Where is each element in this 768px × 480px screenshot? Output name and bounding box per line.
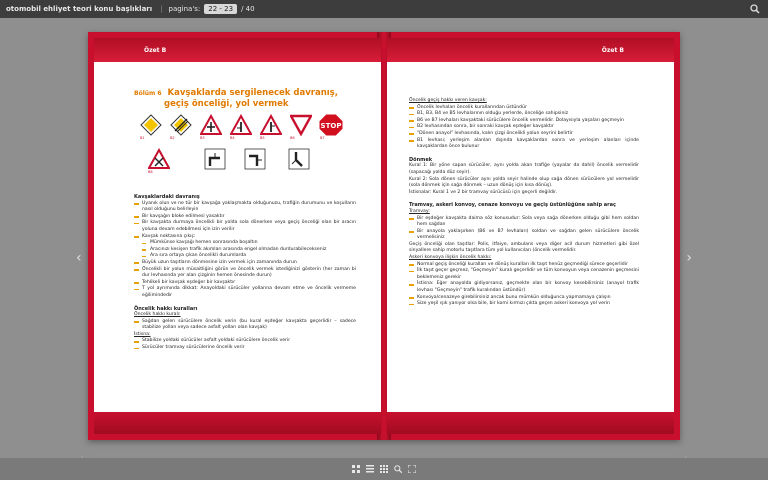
main-road-turn-sign-icon xyxy=(204,148,226,170)
give-way-sign-icon xyxy=(290,114,312,136)
main-road-turn-left-sign-icon xyxy=(244,148,266,170)
page-header xyxy=(94,38,381,62)
end-priority-road-sign-icon xyxy=(170,114,192,136)
list-item: Mümkünse kavşağı hemen sonrasında boşaltın xyxy=(134,240,356,247)
list-item: Bir eşdeğer kavşakta daima söz konusudur: Sola veya sağa dönerken olduğu gibi hem soldan hem sağdan xyxy=(409,216,639,229)
section-title: Kavşaklardaki davranış xyxy=(134,194,200,200)
right-page xyxy=(387,38,674,434)
list-item: Sürücüler tramvay sürücülerine öncelik verir xyxy=(134,345,356,352)
list-item: Bir kavşakta durmaya öncelikli bir yolda sola dönerken veya geçiş önceliği olan bir aracın yoluna devam edebilmesi için izin verilir xyxy=(134,220,356,233)
section-title: Dönmek xyxy=(409,156,433,163)
sign-label-b4: B4 xyxy=(230,136,235,140)
subsection-title: İstisna: xyxy=(134,331,151,337)
crossroad-priority-sign-icon xyxy=(200,114,222,136)
sign-label-b3: B3 xyxy=(200,136,205,140)
side-road-priority-sign-icon xyxy=(230,114,252,136)
chapter-number: Bölüm 6 xyxy=(134,90,162,97)
list-item: Normal geçiş önceliği kuralları ve dönüş kuralları ilk taşıt henüz geçmediği sürece geçerlidir xyxy=(409,262,639,269)
section-title: Tramvay, askeri konvoy, cenaze konvoyu ve geçiş üstünlüğüne sahip araç xyxy=(409,202,616,209)
section-title: Öncelik hakkı kuralları xyxy=(134,305,198,312)
right-text-column xyxy=(409,98,639,308)
stop-sign-icon xyxy=(318,113,344,137)
list-item: Size yeşil ışık yanıyor olsa bile, bir komi kırmızı çıkta geçen askeri konvoya yol verin xyxy=(409,301,639,308)
sign-label-b2: B2 xyxy=(170,136,175,140)
list-item: Büyük uzun taşıtların dönmesine izin vermek için zamanında durun xyxy=(134,260,356,267)
subsection-title: Askeri konvoya ilişkin öncelik hakkı: xyxy=(409,255,492,261)
page-label: pagina's: xyxy=(168,5,201,13)
sign-label-b8: B8 xyxy=(148,170,153,174)
list-item: Uyanık olun ve ne tür bir kavşağa yaklaşmakta olduğunuzu, trafiğin durumunu ve koşulların nasıl olduğunu belirleyin xyxy=(134,201,356,214)
sign-label-b1: B1 xyxy=(140,136,145,140)
main-road-curve-sign-icon xyxy=(288,148,310,170)
paragraph: Kural 2: Sola dönen sürücüler aynı yolda seyir halinde olup sağa dönen sürücülere yol vermelidir (sola dönmek için sağa dönmek – uzun dönüş için kısa dönüş). xyxy=(409,176,639,189)
zoom-in-icon[interactable] xyxy=(394,465,402,473)
list-item: B2 levhasından sonra, bir sonraki kavşak eşdeğer kavşaktır xyxy=(409,124,639,131)
search-icon[interactable] xyxy=(750,4,760,14)
list-item: Stabilize yoldaki sürücüler asfalt yoldaki sürücülere öncelik verir xyxy=(134,338,356,345)
chapter-heading xyxy=(134,88,354,110)
list-item: Aracınızı kesişen trafik akımları arasında engel olmadan durdurabilecekseniz xyxy=(134,247,356,254)
chapter-title-line1: Kavşaklarda sergilenecek davranış, xyxy=(167,88,338,98)
list-item: Bir anayola yaklaşırken (B6 ve B7 levhaları) soldan ve sağdan gelen sürücülere öncelik vermelisiniz xyxy=(409,229,639,242)
list-item: İlk taşıt geçer geçmez, "Geçmeyin" kuralı geçerlidir ve tüm konvoyun veya cenazenin geçmesini beklemeniz gerekir xyxy=(409,268,639,281)
toolbar-separator: | xyxy=(160,5,163,13)
list-item: Kavşak noktasına çıkış: xyxy=(134,234,356,241)
dangerous-crossroad-sign-icon xyxy=(148,148,170,170)
book-spread xyxy=(88,32,680,440)
list-item: "Dönen anayol" levhasında, kalın çizgi öncelikli yolun seyrini belirtir xyxy=(409,131,639,138)
list-item: Tehlikeli bir kavşak eşdeğer bir kavşaktır xyxy=(134,280,356,287)
fullscreen-icon[interactable] xyxy=(408,465,416,473)
sign-label-b7: B7 xyxy=(320,136,325,140)
list-item: Ara sıra ortaya çıkan öncelikli durumlarda xyxy=(134,253,356,260)
list-item: B6 ve B7 levhaları kavşaktaki sürücülere öncelik vermelidir. Dolayısıyla yaşaları geçmeyin xyxy=(409,118,639,125)
list-item: Öncelik levhaları öncelik kurallarından üstündür xyxy=(409,105,639,112)
paragraph: Kural 1: Bir yöne sapan sürücüler, aynı yolda akan trafiğe (yayalar da dahil) öncelik vermelidir (sapacağı yolda düz seyir). xyxy=(409,163,639,175)
page-footer xyxy=(94,412,381,434)
prev-page-arrow-icon[interactable]: ‹ xyxy=(76,250,82,266)
page-total: / 40 xyxy=(241,5,255,13)
top-toolbar xyxy=(0,0,768,18)
list-item: Öncelikli bir yolun müsaitliğini görün ve öncelik vermek istediğinizi gösterin (her zaman bi dur levhasında yer alan çizginin hemen önesinde durun) xyxy=(134,267,356,280)
bottom-toolbar xyxy=(0,458,768,480)
page-header xyxy=(387,38,674,62)
page-footer xyxy=(387,412,674,434)
subsection-title: Öncelik hakkı kuralı: xyxy=(134,312,181,318)
grid-icon[interactable] xyxy=(352,465,360,473)
thumbnails-icon[interactable] xyxy=(380,465,388,473)
list-item: Konvoya/cenazeye girebilirsiniz ancak bunu mümkün olduğunca yapmamaya çalışın xyxy=(409,295,639,302)
left-page xyxy=(94,38,381,434)
sign-label-b6: B6 xyxy=(290,136,295,140)
list-icon[interactable] xyxy=(366,465,374,473)
list-item: B1, B3, B4 ve B5 levhalarının olduğu yerlerde, önceliğe sahipsiniz xyxy=(409,111,639,118)
list-item: Sağdan gelen sürücülere öncelik verin (bu kural eşdeğer kavşakta geçerlidir – sadece stabilize yollan veya sadece asfalt yolları olan kavşak) xyxy=(134,319,356,332)
traffic-signs xyxy=(140,114,370,194)
paragraph: İstisnalar: Kural 1 ve 2 bir tramvay sürücüsü için geçerli değildir. xyxy=(409,189,558,195)
list-item: B1 levhası; yerleşim alanları dışında kavşaklardan sonra ve yerleşim alanları içinde kavşaklardan önce bulunur xyxy=(409,138,639,151)
list-item: T yol ayrımında dikkat: Anayoldaki sürücüler yollarına devam etme ve öncelik vermeme eğilimindedir xyxy=(134,286,356,299)
stop-sign-text: STOP xyxy=(320,122,342,130)
next-page-arrow-icon[interactable]: › xyxy=(686,250,692,266)
header-label: Özet B xyxy=(601,47,624,54)
subsection-title: Öncelik geçiş hakkı veren kavşak: xyxy=(409,98,487,103)
sign-label-b5: B5 xyxy=(260,136,265,140)
list-item: İstisna: Eğer anayolda gidiyorsanız, geçmekte olan bir konvoy kesebilirsiniz (anayol trafik levhası "Geçmeyin" trafik kuralından üstündür) xyxy=(409,281,639,294)
document-title: otomobil ehliyet teori konu başlıkları xyxy=(6,5,153,13)
header-label: Özet B xyxy=(144,47,167,54)
page-input[interactable]: 22 - 23 xyxy=(204,4,237,14)
paragraph: Geçiş önceliği olan taşıtlar: Polis, itfaiye, ambulans veya diğer acil durum hizmetleri gibi özel sinyallere sahip motorlu taşıtlara tüm yol kullanıcıları (öncelik vermelidir. xyxy=(409,241,639,254)
list-item: Bir kavşağın bloke edilmesi yasaktır xyxy=(134,214,356,221)
side-road-right-sign-icon xyxy=(260,114,282,136)
left-text-column xyxy=(134,191,356,352)
subsection-title: Tramvay: xyxy=(409,208,430,214)
chapter-title-line2: geçiş önceliği, yol vermek xyxy=(164,99,289,109)
priority-road-sign-icon xyxy=(140,114,162,136)
